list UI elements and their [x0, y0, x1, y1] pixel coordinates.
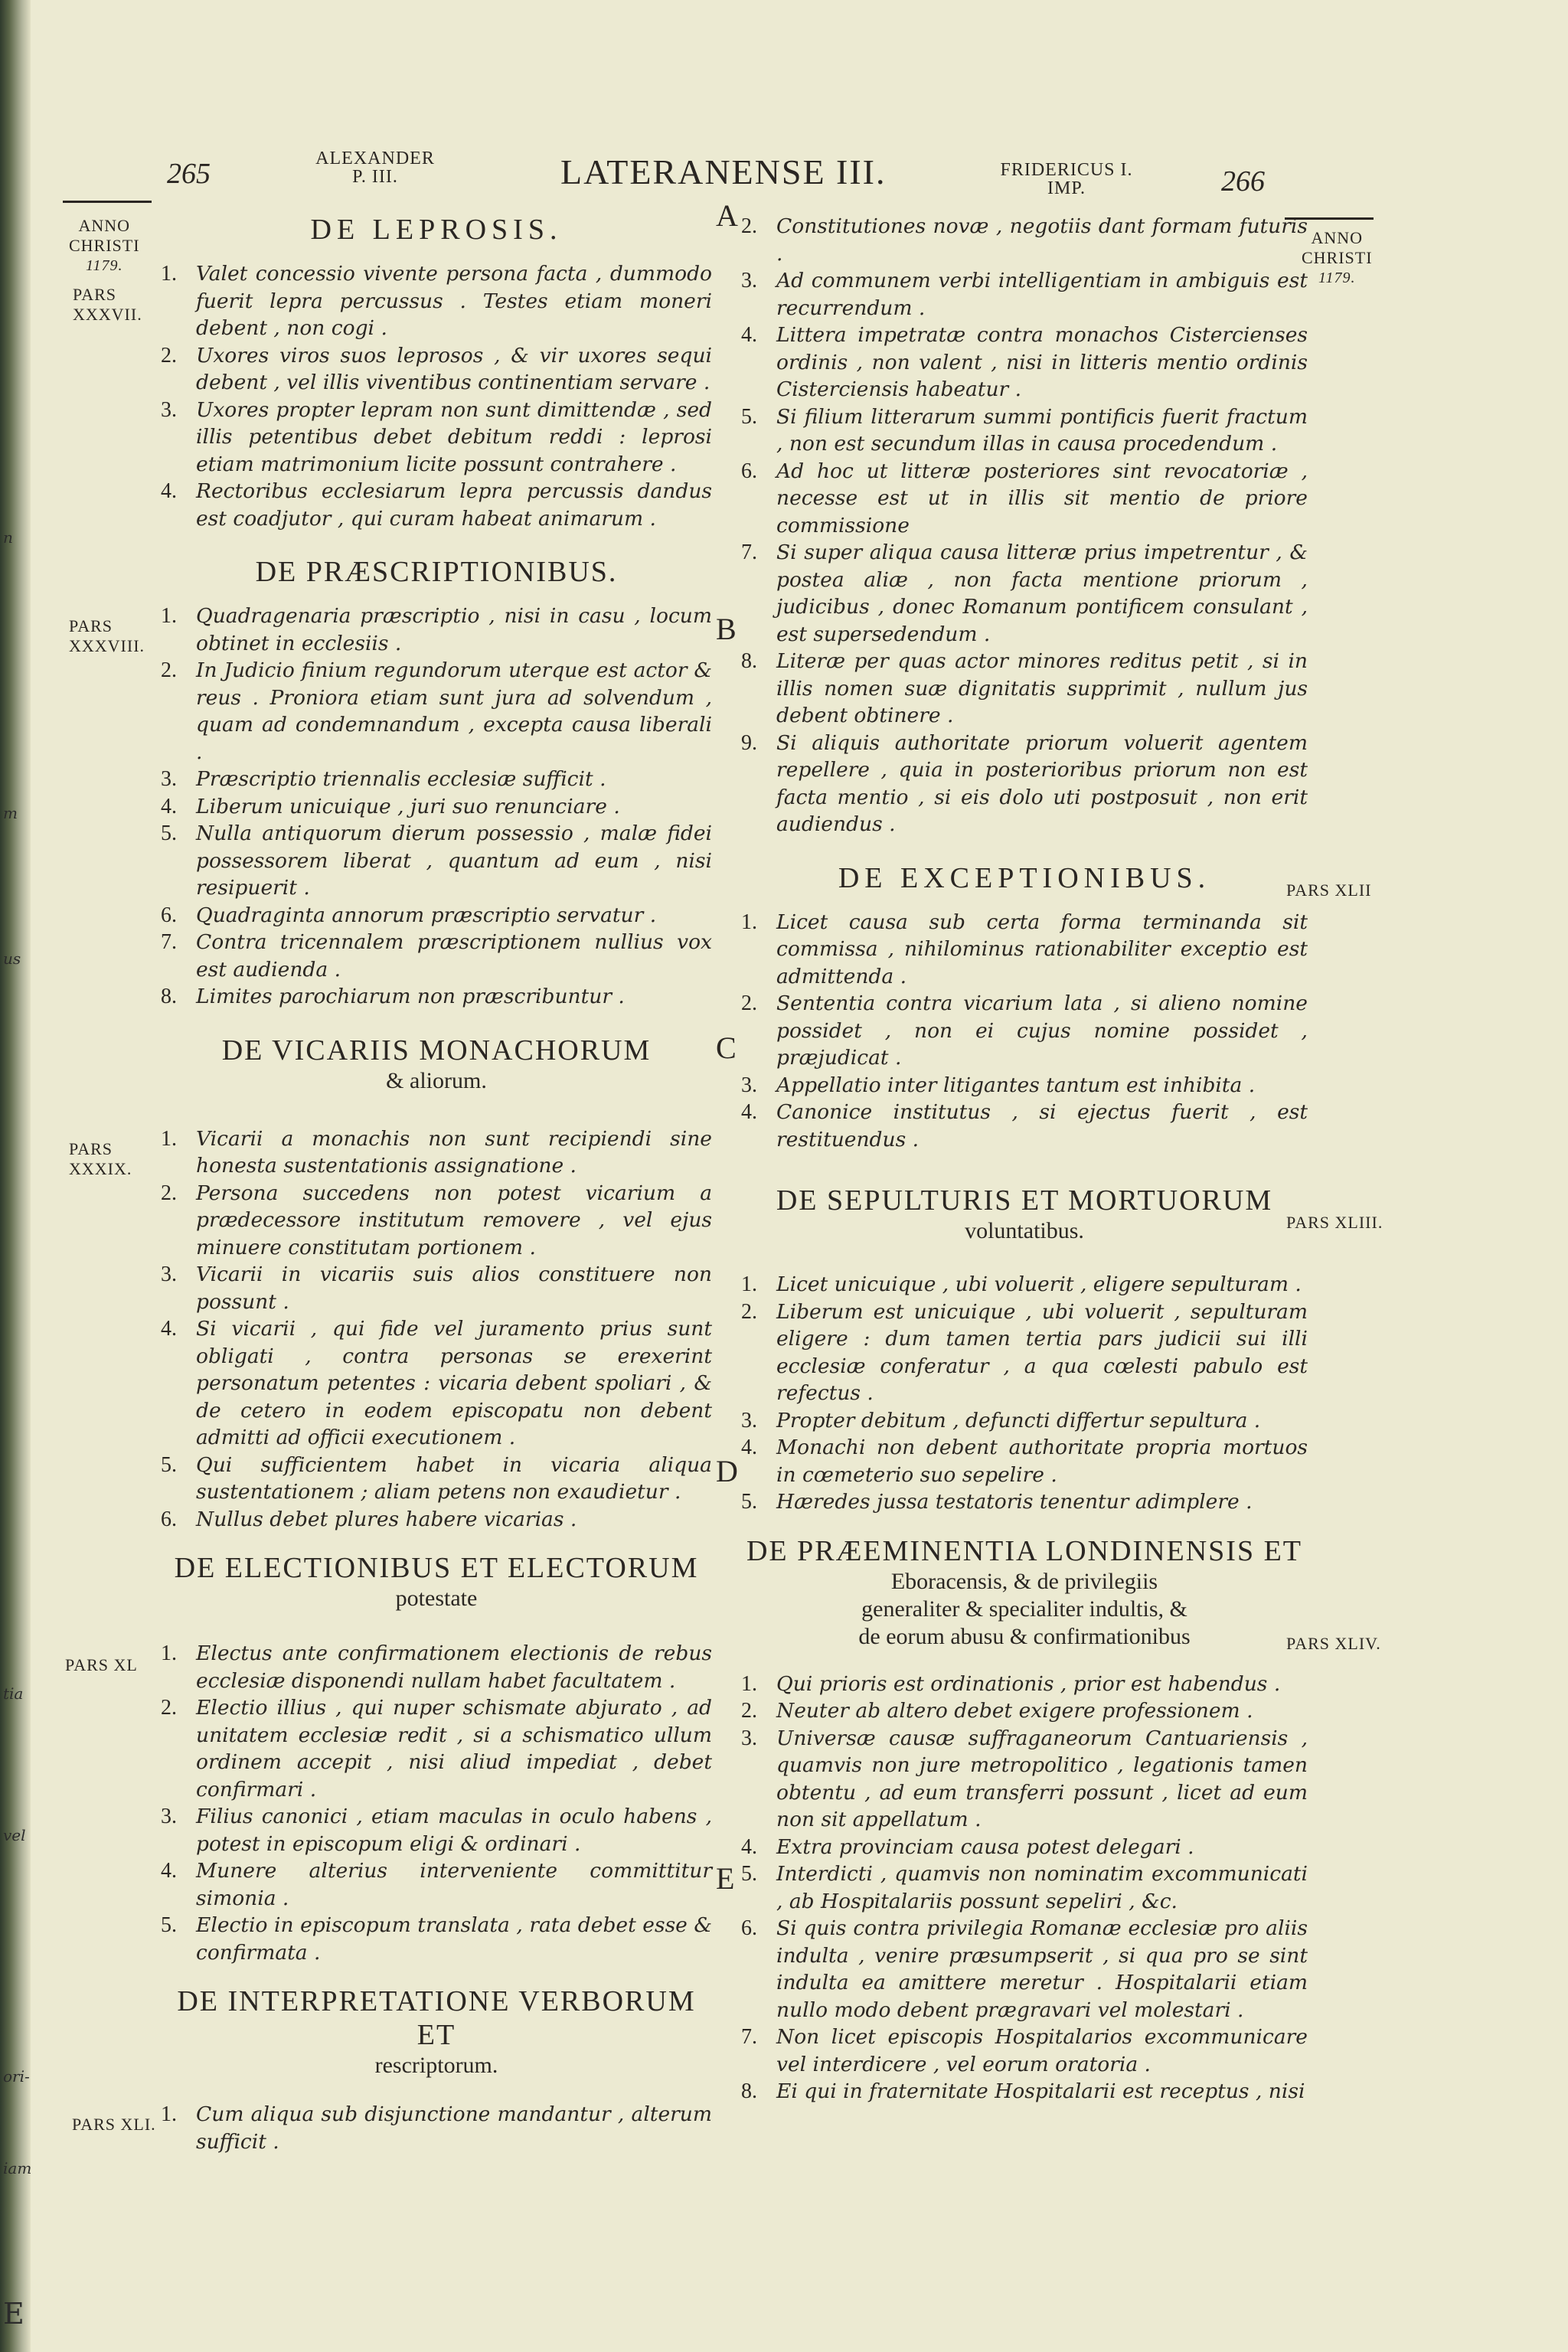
- item-number: 7.: [741, 2025, 757, 2049]
- gutter-fragment: m: [3, 804, 18, 822]
- item-text: Liberum est unicuique , ubi voluerit , sepulturam eligere : dum tamen tertia pars judicii sui illi ecclesiæ conferatur , a qua cœlesti pabulo est refectus .: [776, 1299, 1308, 1405]
- item-number: 4.: [161, 479, 177, 503]
- list-item: [161, 1452, 712, 1506]
- item-number: 3.: [161, 1805, 177, 1828]
- gutter-fragment: E: [3, 2297, 24, 2331]
- item-number: 8.: [741, 649, 757, 673]
- item-text: In Judicio finium regundorum uterque est actor & reus . Proniora etiam sunt jura ad solvendum , quam ad condemnandum , excepta causa liberali .: [196, 658, 712, 764]
- item-number: 5.: [161, 1913, 177, 1937]
- item-text: Neuter ab altero debet exigere professionem .: [776, 1699, 1253, 1723]
- item-text: Universæ causæ suffraganeorum Cantuariensis , quamvis non jure metropolitico , legationis tamen obtentu , ad eum transferri possunt , licet ad eum non sit appellatum .: [776, 1726, 1308, 1831]
- section-heading: DE SEPULTURIS ET MORTUORUM: [776, 1184, 1273, 1217]
- facing-page-fragments: [0, 0, 31, 2352]
- item-text: Licet unicuique , ubi voluerit , eligere sepulturam .: [776, 1272, 1302, 1296]
- gutter-fragment: tia: [3, 1684, 24, 1703]
- item-text: Rectoribus ecclesiarum lepra percussis dandus est coadjutor , qui curam habeat animarum .: [196, 479, 712, 531]
- item-text: Si super aliqua causa litteræ prius impetrentur , & postea aliæ , non facta mentione priorum , judicibus , donec Romanum pontificem consulant , est supersedendum .: [776, 541, 1308, 646]
- list-item: [741, 1407, 1308, 1435]
- list-item: [161, 1315, 712, 1452]
- item-number: 4.: [161, 794, 177, 818]
- list-item: [741, 213, 1308, 267]
- item-text: Si aliquis authoritate priorum voluerit agentem repellere , quia in posterioribus priorum non est facta mentio , si eis dolo uti postposuit , non erit audiendus .: [776, 730, 1308, 836]
- item-text: Ad hoc ut litteræ posteriores sint revocatoriæ , necesse est ut in illis sit mentio de priore commissione: [776, 459, 1308, 537]
- item-text: Contra tricennalem præscriptionem nullius vox est audienda .: [196, 930, 712, 982]
- list-item: [741, 1271, 1308, 1298]
- pope-name: ALEXANDER: [315, 149, 435, 168]
- item-text: Electio illius , qui nuper schismate abjurato , ad unitatem ecclesiæ redit , si a schismatico ullum ordinem accepit , nisi aliud impediat , debet confirmari .: [196, 1696, 712, 1802]
- list-item: [741, 1915, 1308, 2024]
- item-number: 1.: [161, 604, 177, 628]
- gutter-fragment: ori-: [3, 2067, 30, 2086]
- list-item: [741, 1072, 1308, 1099]
- item-text: Licet causa sub certa forma terminanda sit commissa , nihilominus rationabiliter exceptio est admittenda .: [776, 910, 1308, 988]
- item-list: [741, 1271, 1308, 1516]
- list-item: [741, 990, 1308, 1072]
- list-item: [161, 1261, 712, 1315]
- list-item: [741, 648, 1308, 730]
- gutter-fragment: iam: [3, 2159, 32, 2177]
- item-text: Quadraginta annorum præscriptio servatur .: [196, 903, 657, 927]
- list-item: [161, 820, 712, 902]
- item-number: 1.: [161, 2102, 177, 2126]
- item-text: Limites parochiarum non præscribuntur .: [196, 985, 625, 1008]
- item-number: 5.: [741, 1862, 757, 1886]
- item-list: [161, 1125, 712, 1534]
- section-de-interpretatione: [161, 1984, 712, 2155]
- list-item: [741, 730, 1308, 838]
- item-text: Quadragenaria præscriptio , nisi in casu , locum obtinet in ecclesiis .: [196, 604, 712, 655]
- item-text: Littera impetratæ contra monachos Cistercienses ordinis , non valent , nisi in litteris mentio ordinis Cisterciensis habeatur .: [776, 323, 1308, 401]
- item-text: Literæ per quas actor minores reditus petit , si in illis nomen suæ dignitatis supprimit , nullum jus debent obtinere .: [776, 649, 1308, 727]
- item-number: 6.: [741, 1916, 757, 1940]
- pars-note-41: PARS XLI.: [72, 2115, 156, 2134]
- list-item: [741, 322, 1308, 403]
- right-column: [741, 213, 1308, 2105]
- item-number: 1.: [161, 1126, 177, 1151]
- item-text: Valet concessio vivente persona facta , dummodo fuerit lepra percussus . Testes etiam moneri debent , non cogi .: [196, 262, 712, 340]
- pars-note-40: PARS XL: [65, 1655, 138, 1674]
- section-subheading: rescriptorum.: [374, 2053, 498, 2078]
- section-heading: DE PRÆSCRIPTIONIBUS.: [255, 556, 618, 588]
- item-number: 2.: [741, 214, 757, 238]
- list-item: [741, 2024, 1308, 2078]
- pope-header: [306, 149, 444, 186]
- section-subheading: Eboracensis, & de privilegiis generaliter & specialiter indultis, & de eorum abusu & confirmationibus: [858, 1568, 1191, 1649]
- item-number: 3.: [161, 767, 177, 791]
- item-text: Uxores viros suos leprosos , & vir uxores sequi debent , vel illis viventibus continentiam servare .: [196, 343, 712, 394]
- list-item: [161, 397, 712, 479]
- item-text: Vicarii a monachis non sunt recipiendi sine honesta sustentationis assignatione .: [196, 1126, 712, 1178]
- list-item: [161, 260, 712, 342]
- section-de-electionibus: [161, 1551, 712, 1966]
- list-item: [741, 1298, 1308, 1407]
- section-de-sepulturis: [741, 1184, 1308, 1516]
- pars-note-42: PARS XLII: [1286, 880, 1372, 900]
- list-item: [161, 902, 712, 929]
- item-number: 4.: [741, 1834, 757, 1859]
- section-heading: DE VICARIIS MONACHORUM: [221, 1034, 652, 1067]
- list-item: [741, 1697, 1308, 1725]
- item-text: Præscriptio triennalis ecclesiæ sufficit .: [196, 767, 606, 791]
- list-item: [741, 539, 1308, 648]
- section-heading: DE PRÆEMINENTIA LONDINENSIS ET: [746, 1534, 1303, 1567]
- section-de-praescriptionibus: [161, 555, 712, 1011]
- section-de-interpretatione-continued: [741, 213, 1308, 838]
- item-number: 2.: [161, 1696, 177, 1720]
- item-text: Ei qui in fraternitate Hospitalarii est receptus , nisi: [776, 2079, 1305, 2103]
- item-text: Nullus debet plures habere vicarias .: [196, 1507, 577, 1531]
- item-text: Persona succedens non potest vicarium a prædecessore institutum removere , vel ejus minuere constitutam portionem .: [196, 1181, 712, 1259]
- item-number: 6.: [161, 903, 177, 927]
- item-number: 3.: [161, 397, 177, 422]
- item-text: Electio in episcopum translata , rata debet esse & confirmata .: [196, 1913, 712, 1965]
- item-text: Vicarii in vicariis suis alios constituere non possunt .: [196, 1263, 712, 1314]
- item-number: 7.: [161, 930, 177, 954]
- item-number: 4.: [161, 1859, 177, 1883]
- item-list: [161, 260, 712, 532]
- list-item: [741, 1834, 1308, 1861]
- gutter-fragment: vel: [3, 1826, 26, 1844]
- section-subheading: voluntatibus.: [965, 1218, 1084, 1243]
- item-number: 2.: [741, 1699, 757, 1723]
- item-list: [741, 213, 1308, 838]
- item-text: Extra provinciam causa potest delegari .: [776, 1834, 1194, 1859]
- item-number: 7.: [741, 541, 757, 564]
- list-item: [161, 342, 712, 397]
- item-number: 4.: [161, 1317, 177, 1341]
- list-item: [161, 1640, 712, 1694]
- rule-left: [63, 201, 152, 203]
- section-de-praeeminentia: [741, 1534, 1308, 2105]
- item-number: 5.: [741, 404, 757, 429]
- gutter-fragment: n: [3, 528, 13, 547]
- item-text: Si vicarii , qui fide vel juramento prius sunt obligati , contra personas se erexerint personatum petentes : vicaria debent spoliari , & de cetero in eodem episcopatu non debent admitti ad officii executionem .: [196, 1317, 712, 1449]
- item-text: Qui prioris est ordinationis , prior est habendus .: [776, 1671, 1281, 1696]
- item-text: Constitutiones novæ , negotiis dant formam futuris .: [776, 214, 1308, 266]
- pars-note-39: PARS XXXIX.: [69, 1139, 132, 1178]
- column-letter-a: A: [716, 198, 738, 233]
- item-number: 1.: [741, 910, 757, 934]
- left-column: [161, 213, 712, 2155]
- list-item: [741, 909, 1308, 991]
- item-text: Nulla antiquorum dierum possessio , malæ fidei possessorem liberat , quantum ad eum , nisi resipuerit .: [196, 822, 712, 900]
- list-item: [161, 2101, 712, 2155]
- pope-number: P. III.: [352, 167, 398, 187]
- item-number: 3.: [161, 1263, 177, 1286]
- item-number: 3.: [741, 1073, 757, 1097]
- item-number: 3.: [741, 1726, 757, 1750]
- item-number: 1.: [741, 1671, 757, 1696]
- list-item: [161, 793, 712, 821]
- item-number: 2.: [161, 658, 177, 682]
- list-item: [161, 929, 712, 983]
- item-number: 8.: [161, 985, 177, 1008]
- list-item: [741, 403, 1308, 458]
- emperor-title: IMP.: [1047, 178, 1086, 198]
- item-text: Liberum unicuique , juri suo renunciare .: [196, 794, 620, 818]
- item-text: Si filium litterarum summi pontificis fuerit fractum , non est secundum illas in causa procedendum .: [776, 404, 1308, 456]
- item-number: 6.: [161, 1507, 177, 1531]
- section-de-leprosis: [161, 213, 712, 532]
- list-item: [161, 1912, 712, 1966]
- anno-right: ANNO CHRISTI 1179.: [1302, 228, 1373, 286]
- pars-note-43: PARS XLIII.: [1286, 1213, 1383, 1232]
- item-number: 5.: [161, 1452, 177, 1477]
- list-item: [161, 603, 712, 657]
- folio-left: 265: [167, 158, 211, 190]
- item-number: 1.: [161, 1642, 177, 1665]
- list-item: [741, 1434, 1308, 1488]
- item-number: 2.: [741, 991, 757, 1015]
- list-item: [161, 478, 712, 532]
- list-item: [741, 1725, 1308, 1834]
- section-heading: DE EXCEPTIONIBUS.: [838, 861, 1211, 894]
- item-number: 1.: [741, 1272, 757, 1296]
- section-de-vicariis: [161, 1034, 712, 1534]
- item-number: 3.: [741, 1408, 757, 1432]
- item-text: Cum aliqua sub disjunctione mandantur , alterum sufficit .: [196, 2102, 712, 2154]
- section-de-exceptionibus: [741, 861, 1308, 1154]
- pars-note-38: PARS XXXVIII.: [69, 616, 145, 655]
- list-item: [161, 657, 712, 766]
- item-text: Canonice institutus , si ejectus fuerit , est restituendus .: [776, 1100, 1308, 1152]
- item-text: Ad communem verbi intelligentiam in ambiguis est recurrendum .: [776, 269, 1308, 320]
- pars-note-37: PARS XXXVII.: [73, 285, 142, 324]
- item-number: 3.: [741, 269, 757, 292]
- item-text: Propter debitum , defuncti differtur sepultura .: [776, 1408, 1261, 1432]
- list-item: [741, 1860, 1308, 1915]
- item-number: 6.: [741, 459, 757, 483]
- item-number: 4.: [741, 323, 757, 347]
- item-number: 1.: [161, 262, 177, 286]
- section-heading: DE LEPROSIS.: [310, 214, 563, 246]
- section-subheading: potestate: [395, 1586, 478, 1611]
- section-heading: DE ELECTIONIBUS ET ELECTORUM: [174, 1552, 699, 1584]
- list-item: [741, 1671, 1308, 1698]
- page-title: LATERANENSE III.: [560, 152, 887, 191]
- pars-note-44: PARS XLIV.: [1286, 1634, 1381, 1653]
- item-list: [161, 1640, 712, 1966]
- column-letter-d: D: [716, 1454, 738, 1488]
- item-number: 2.: [161, 1181, 177, 1205]
- item-list: [741, 1671, 1308, 2105]
- section-heading: DE INTERPRETATIONE VERBORUM ET: [177, 1985, 696, 2051]
- item-text: Interdicti , quamvis non nominatim excommunicati , ab Hospitalariis possunt sepeliri , &c.: [776, 1862, 1308, 1913]
- book-page: [31, 0, 1568, 2352]
- emperor-name: FRIDERICUS I.: [1000, 160, 1133, 180]
- item-text: Sententia contra vicarium lata , si alieno nomine possidet , non ei cujus nomine possidet , præjudicat .: [776, 991, 1308, 1070]
- column-letter-b: B: [716, 612, 737, 646]
- item-number: 5.: [741, 1490, 757, 1514]
- item-number: 9.: [741, 730, 757, 755]
- item-text: Si quis contra privilegia Romanæ ecclesiæ pro aliis indulta , venire præsumpserit , si qua pro se sint indulta ea amittere meretur . Hospitalarii etiam nullo modo debent prægravari vel molestari .: [776, 1916, 1308, 2022]
- column-letter-e: E: [716, 1861, 735, 1896]
- item-text: Uxores propter lepram non sunt dimittendæ , sed illis petentibus debet debitum reddi : leprosi etiam matrimonium licite possunt contrahere .: [196, 397, 712, 476]
- item-text: Qui sufficientem habet in vicaria aliqua sustentationem ; aliam petens non exaudietur .: [196, 1452, 712, 1504]
- list-item: [161, 1694, 712, 1803]
- item-list: [161, 2101, 712, 2155]
- item-number: 2.: [741, 1299, 757, 1324]
- list-item: [741, 458, 1308, 540]
- item-text: Appellatio inter litigantes tantum est inhibita .: [776, 1073, 1256, 1097]
- gutter-fragment: us: [3, 949, 21, 968]
- list-item: [161, 1857, 712, 1912]
- list-item: [161, 983, 712, 1011]
- item-number: 4.: [741, 1100, 757, 1124]
- item-list: [741, 909, 1308, 1154]
- item-list: [161, 603, 712, 1011]
- folio-right: 266: [1221, 165, 1265, 198]
- anno-left: ANNO CHRISTI 1179.: [69, 216, 140, 274]
- list-item: [741, 267, 1308, 322]
- list-item: [741, 1099, 1308, 1153]
- item-number: 8.: [741, 2079, 757, 2103]
- item-text: Hæredes jussa testatoris tenentur adimplere .: [776, 1490, 1253, 1514]
- list-item: [161, 766, 712, 793]
- column-letter-c: C: [716, 1031, 737, 1065]
- item-text: Filius canonici , etiam maculas in oculo habens , potest in episcopum eligi & ordinari .: [196, 1805, 712, 1856]
- list-item: [161, 1180, 712, 1262]
- list-item: [161, 1125, 712, 1180]
- list-item: [741, 1488, 1308, 1516]
- item-number: 5.: [161, 822, 177, 845]
- item-text: Non licet episcopis Hospitalarios excommunicare vel interdicere , vel eorum oratoria .: [776, 2025, 1308, 2076]
- item-number: 4.: [741, 1436, 757, 1459]
- list-item: [161, 1506, 712, 1534]
- section-subheading: & aliorum.: [386, 1067, 487, 1093]
- item-text: Monachi non debent authoritate propria mortuos in cœmeterio suo sepelire .: [776, 1436, 1308, 1487]
- item-text: Electus ante confirmationem electionis de rebus ecclesiæ disponendi nullam habet facultatem .: [196, 1642, 712, 1693]
- list-item: [161, 1803, 712, 1857]
- item-text: Munere alterius interveniente committitur simonia .: [196, 1859, 712, 1910]
- list-item: [741, 2078, 1308, 2105]
- emperor-header: [978, 161, 1155, 198]
- item-number: 2.: [161, 343, 177, 368]
